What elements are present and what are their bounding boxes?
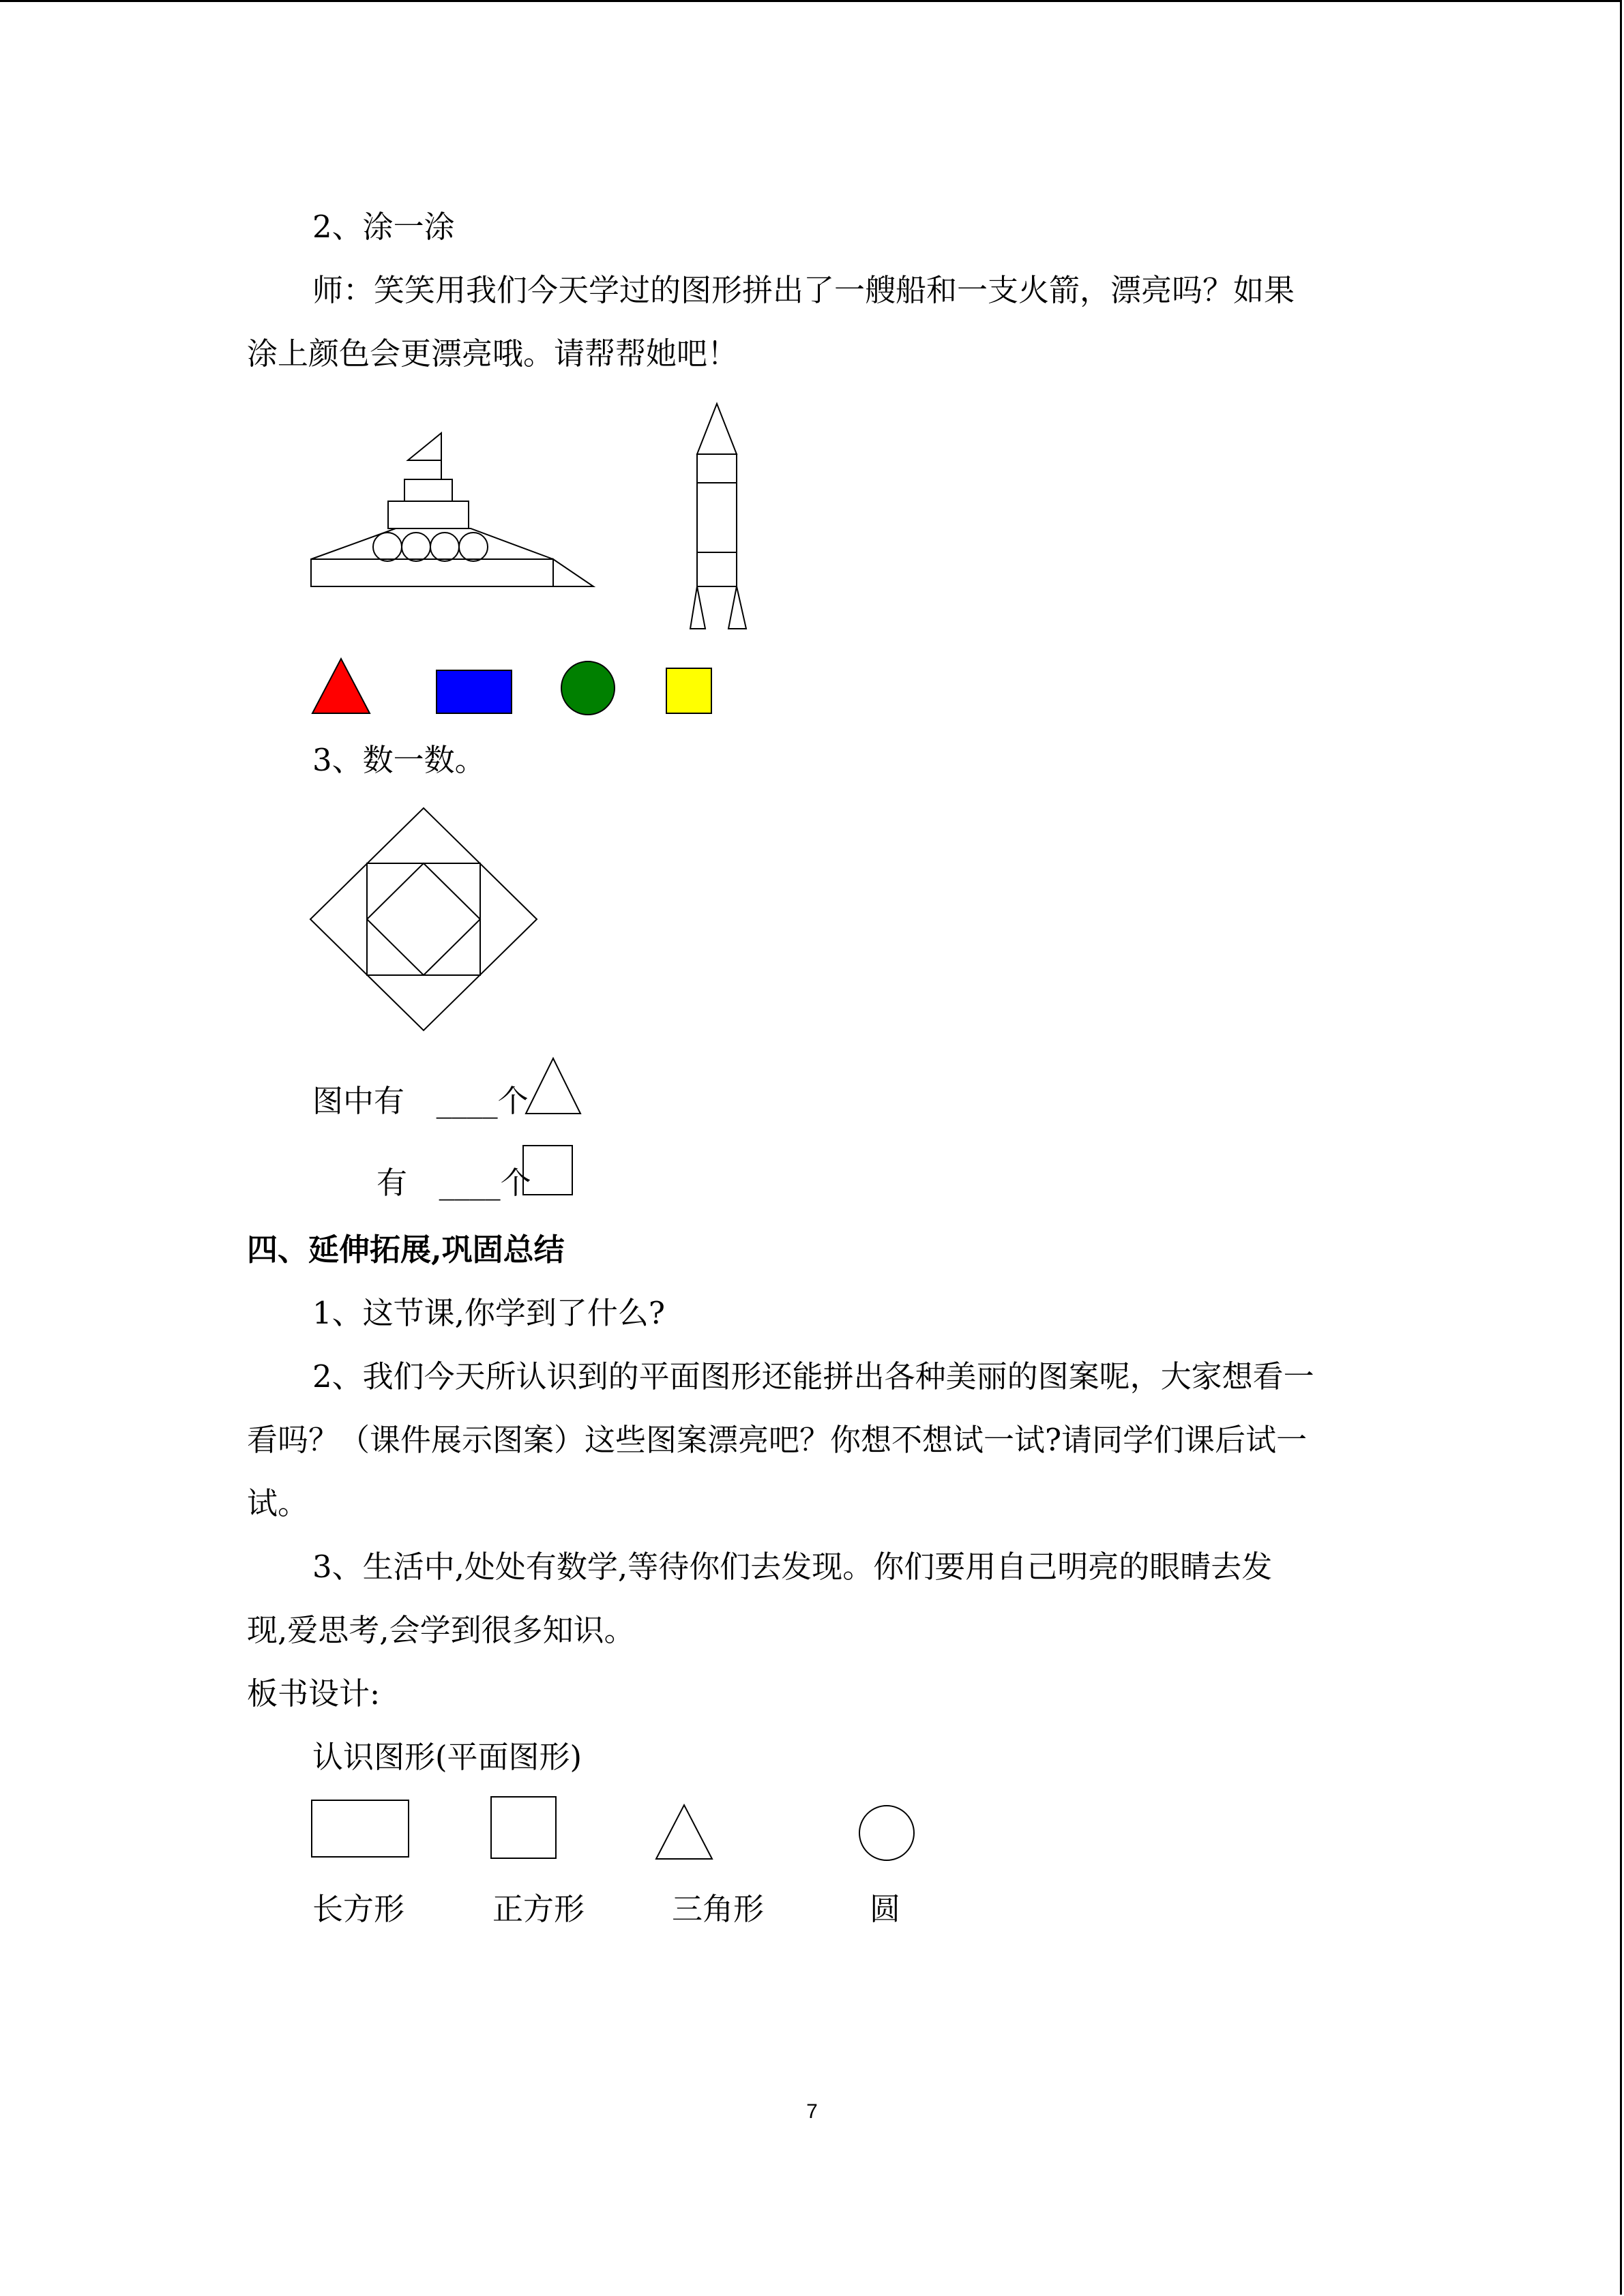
ship-cabin-rectangle bbox=[388, 501, 469, 528]
ship-figure bbox=[307, 419, 600, 597]
red-triangle bbox=[312, 659, 370, 713]
unit-label: 个 bbox=[497, 1083, 529, 1119]
rocket-top-rectangle bbox=[697, 454, 737, 483]
triangle-count-question bbox=[312, 1081, 529, 1122]
square-count-question bbox=[377, 1163, 531, 1204]
board-design-title: 认识图形(平面图形) bbox=[312, 1739, 582, 1775]
yellow-square bbox=[666, 668, 711, 713]
ship-bow-triangle bbox=[553, 559, 593, 586]
circle-shape bbox=[859, 1806, 914, 1860]
answer-blank[interactable]: ____ bbox=[436, 1083, 498, 1119]
ship-hull-rectangle bbox=[311, 559, 553, 586]
middle-square bbox=[367, 863, 480, 975]
triangle-shape bbox=[656, 1805, 712, 1859]
section-4-item-1: 1、这节课,你学到了什么? bbox=[312, 1295, 666, 1331]
shape-label-circle: 圆 bbox=[870, 1891, 901, 1927]
ship-wheel-circle bbox=[459, 533, 488, 561]
outer-diamond bbox=[310, 808, 537, 1030]
section-4-heading: 四、延伸拓展,巩固总结 bbox=[247, 1232, 565, 1268]
section-4-item-2-line-3: 试。 bbox=[247, 1485, 309, 1521]
square-shape bbox=[491, 1797, 556, 1858]
section-3-heading: 3、数一数。 bbox=[312, 742, 486, 778]
green-circle bbox=[561, 661, 615, 715]
section-4-item-2-line-2: 看吗？（课件展示图案）这些图案漂亮吧？你想不想试一试?请同学们课后试一 bbox=[247, 1422, 1308, 1458]
rocket-body-rectangle bbox=[697, 483, 737, 552]
section-2-heading: 2、涂一涂 bbox=[312, 209, 455, 245]
section-4-item-2-line-1: 2、我们今天所认识到的平面图形还能拼出各种美丽的图案呢，大家想看一 bbox=[312, 1358, 1314, 1395]
rocket-nose-triangle bbox=[697, 404, 737, 454]
ship-bridge-rectangle bbox=[404, 479, 452, 501]
section-2-paragraph-line-1: 师：笑笑用我们今天学过的图形拼出了一艘船和一支火箭，漂亮吗？如果 bbox=[312, 272, 1295, 308]
rocket-figure bbox=[682, 401, 757, 633]
rocket-right-fin-triangle bbox=[728, 586, 746, 629]
shape-label-square: 正方形 bbox=[492, 1891, 585, 1927]
square-icon bbox=[521, 1144, 576, 1198]
ship-wheel-circle bbox=[430, 533, 459, 561]
ship-wheel-circle bbox=[402, 533, 430, 561]
rectangle-shape bbox=[312, 1800, 409, 1857]
board-design-heading: 板书设计: bbox=[247, 1675, 381, 1712]
rocket-left-fin-triangle bbox=[690, 586, 705, 629]
unit-label: 个 bbox=[500, 1165, 531, 1201]
shape-label-rectangle: 长方形 bbox=[312, 1891, 405, 1927]
section-4-item-3-line-2: 现,爱思考,会学到很多知识。 bbox=[247, 1612, 635, 1648]
color-key-shapes bbox=[307, 655, 730, 723]
answer-blank[interactable]: ____ bbox=[439, 1165, 501, 1201]
blue-rectangle bbox=[437, 670, 512, 713]
page-number: 7 bbox=[806, 2100, 818, 2123]
triangle-icon bbox=[524, 1056, 585, 1116]
question-prefix: 有 bbox=[377, 1165, 408, 1201]
inner-diamond bbox=[367, 863, 480, 975]
ship-wheel-circle bbox=[373, 533, 402, 561]
section-2-paragraph-line-2: 涂上颜色会更漂亮哦。请帮帮她吧！ bbox=[247, 336, 739, 372]
counting-figure bbox=[310, 808, 539, 1033]
shape-label-triangle: 三角形 bbox=[672, 1891, 765, 1927]
board-shapes bbox=[307, 1793, 921, 1868]
section-4-item-3-line-1: 3、生活中,处处有数学,等待你们去发现。你们要用自己明亮的眼睛去发 bbox=[312, 1549, 1273, 1585]
rocket-base-rectangle bbox=[697, 552, 737, 586]
question-prefix: 图中有 bbox=[312, 1083, 405, 1119]
ship-flag-triangle bbox=[408, 433, 441, 460]
